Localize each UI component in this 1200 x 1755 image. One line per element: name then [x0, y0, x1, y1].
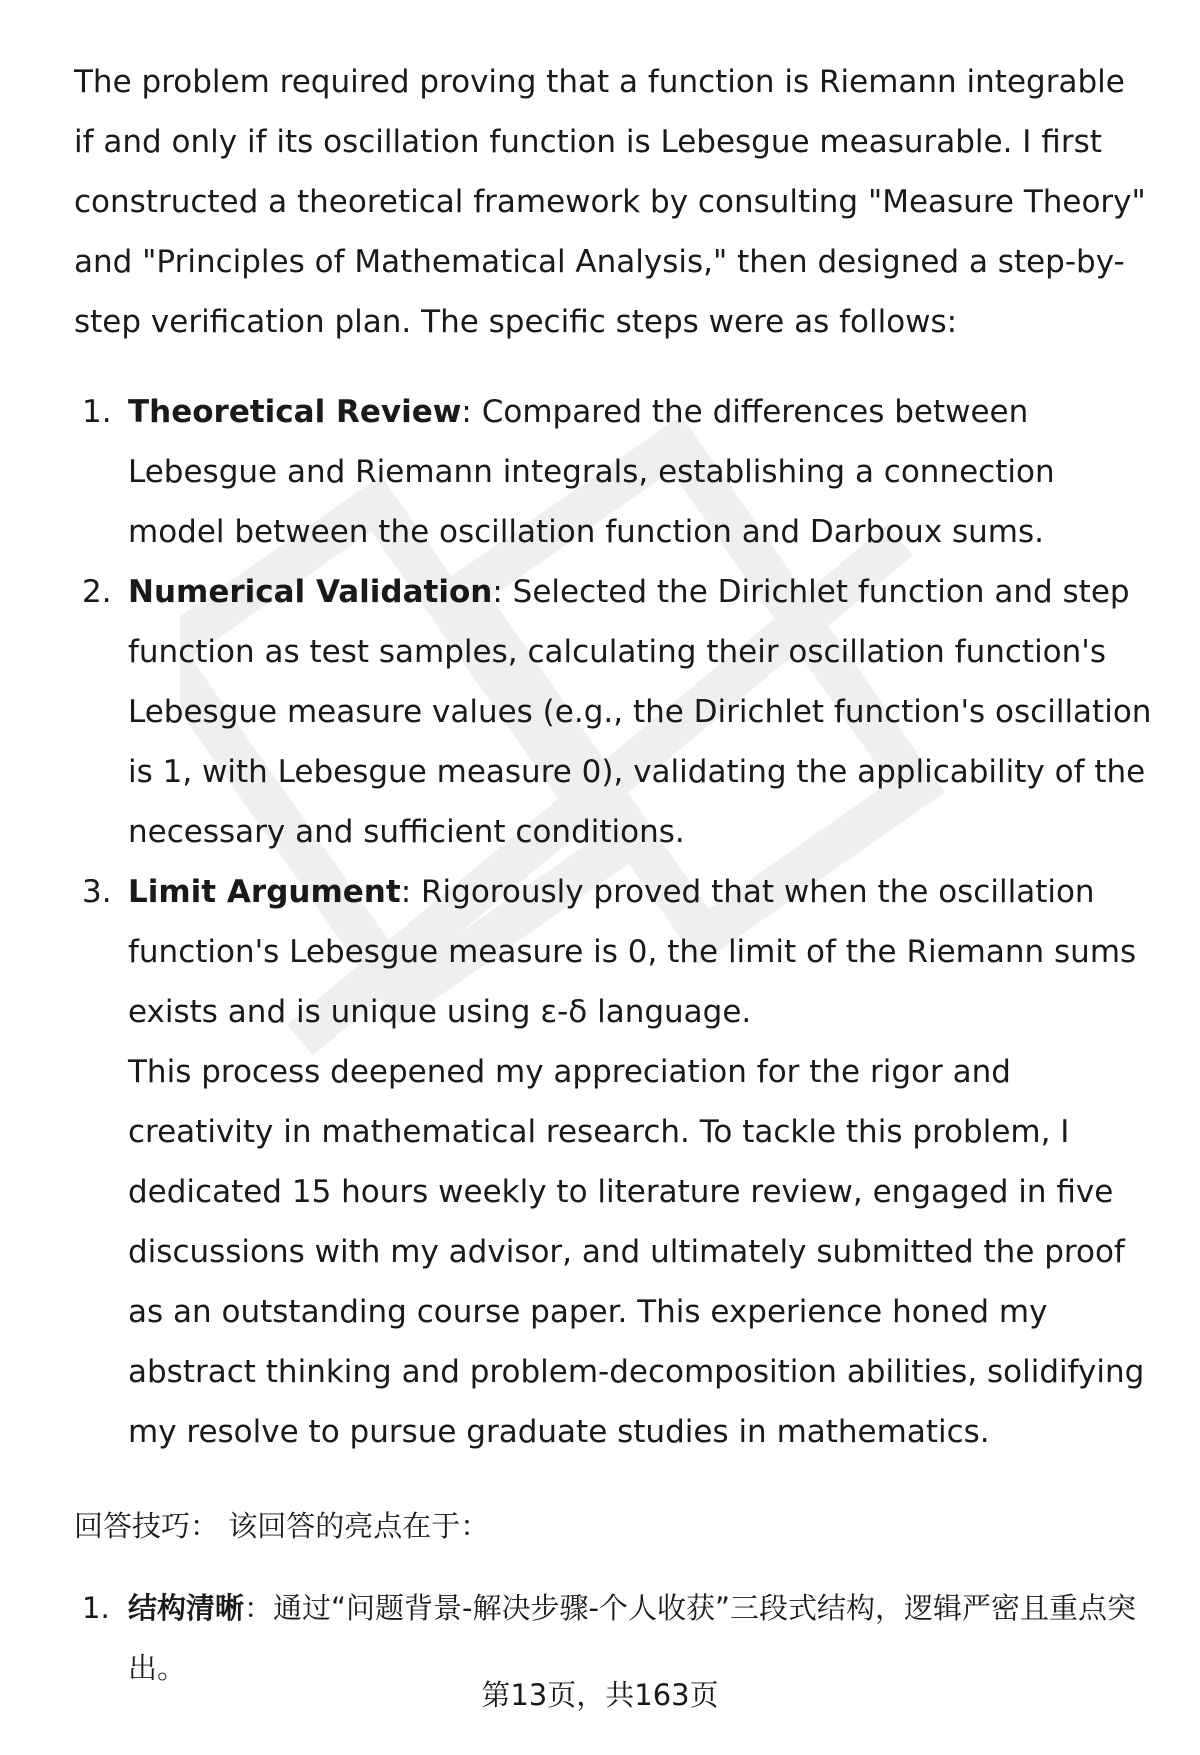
- step-title: Theoretical Review: [128, 394, 462, 430]
- step-number: 1.: [82, 394, 112, 430]
- steps-list: [74, 382, 1154, 1462]
- step-text: : Compared the differences between Lebesgue and Riemann integrals, establishing a connection model between the oscillation function and Darboux sums.: [128, 394, 1055, 550]
- step-title: Limit Argument: [128, 874, 401, 910]
- tip-title: 结构清晰: [128, 1591, 245, 1625]
- step-text: : Selected the Dirichlet function and step function as test samples, calculating their oscillation function's Lebesgue measure values (e.g., the Dirichlet function's oscillation is 1, with Lebesgue measure 0), validating the applicability of the necessary and sufficient conditions.: [128, 574, 1152, 850]
- step-text: : Rigorously proved that when the oscillation function's Lebesgue measure is 0, the limit of the Riemann sums exists and is unique using ε-δ language.: [128, 874, 1137, 1030]
- step-item: [74, 562, 1154, 862]
- document-page: [74, 52, 1154, 1698]
- intro-paragraph: The problem required proving that a function is Riemann integrable if and only if its oscillation function is Lebesgue measurable. I first constructed a theoretical framework by consulting "Measure Theory" and "Principles of Mathematical Analysis," then designed a step-by-step verification plan. The specific steps were as follows:: [74, 64, 1146, 340]
- tips-heading: 回答技巧： 该回答的亮点在于：: [74, 1509, 490, 1543]
- step-continuation: This process deepened my appreciation for the rigor and creativity in mathematical research. To tackle this problem, I dedicated 15 hours weekly to literature review, engaged in five discussions with my advisor, and ultimately submitted the proof as an outstanding course paper. This experience honed my abstract thinking and problem-decomposition abilities, solidifying my resolve to pursue graduate studies in mathematics.: [128, 1054, 1145, 1450]
- step-item: [74, 382, 1154, 562]
- page-footer: 第13页，共163页: [481, 1678, 719, 1712]
- tip-text: ：通过“问题背景-解决步骤-个人收获”三段式结构，逻辑严密且重点突出。: [128, 1591, 1136, 1685]
- step-number: 2.: [82, 574, 112, 610]
- tip-number: 1.: [82, 1591, 110, 1625]
- step-title: Numerical Validation: [128, 574, 493, 610]
- step-number: 3.: [82, 874, 112, 910]
- step-item: [74, 862, 1154, 1462]
